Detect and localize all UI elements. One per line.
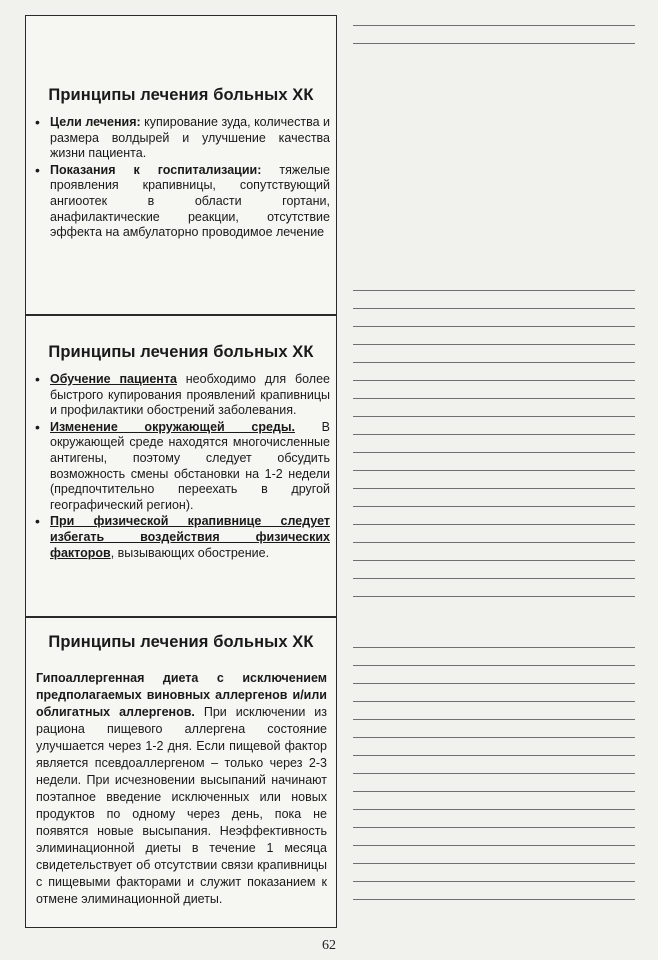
bullet-bold: Показания к госпитализации: [50,162,262,177]
diet-text: При исключении из рациона пищевого аллергена состояние улучшается через 1-2 дня. Если пищевой фактор является псевдоаллергеном – только через 2-3 недели. При исчезновении высыпаний начинают поэтапное введение исключенных или новых продуктов по одному через день, пока не появятся новые высыпания. Неэффективность элиминационной диеты в течение 1 месяца свидетельствует об отсутствии связи крапивницы с пищевыми факторами и служит показанием к отмене элиминационной диеты. [36,705,328,906]
slide-patient-education [25,315,337,617]
note-rules-middle [353,290,635,614]
bullet-text: необходимо для более быстрого купирования проявлений крапивницы и профилактики обострений заболевания. [50,372,330,418]
bullet-bold: Изменение окружающей среды. [50,419,295,434]
page-number: 62 [322,938,336,953]
bullet-text: тяжелые проявления крапивницы, сопутствующий ангиоотек в области гортани, анафилактические реакции, отсутствие эффекта на амбулаторно проводимое лечение [50,162,330,240]
note-rules-bottom [353,647,635,917]
bullet-text: В окружающей среде находятся многочисленные антигены, поэтому следует обсудить возможность смены обстановки на 1-2 недели (предпочтительно переехать в другой географический регион). [50,419,330,512]
bullet-item [34,420,330,514]
diet-lead: Гипоаллергенная диета с исключением предполагаемых виновных аллергенов и/или облигатных аллергенов. [36,671,327,719]
slide-title: Принципы лечения больных ХК [48,86,314,104]
notes-column [343,15,643,930]
bullet-list [34,115,330,241]
bullet-list [34,372,330,561]
slide-title: Принципы лечения больных ХК [48,343,314,361]
bullet-bold: Цели лечения: [50,115,141,129]
bullet-item [34,115,330,162]
bullet-item [34,372,330,419]
diet-paragraph [36,670,327,908]
slide-title: Принципы лечения больных ХК [48,633,314,651]
bullet-bold: При физической крапивнице следует избегать воздействия физических факторов [50,514,330,560]
bullet-item [34,514,330,561]
bullet-bold: Обучение пациента [50,372,177,386]
bullet-text: купирование зуда, количества и размера волдырей и улучшение качества жизни пациента. [50,115,330,161]
slide-hypoallergenic-diet [25,617,337,928]
bullet-text: , вызывающих обострение. [110,545,270,560]
note-rules-top [353,25,635,61]
bullet-item [34,163,330,241]
slide-treatment-goals [25,15,337,315]
